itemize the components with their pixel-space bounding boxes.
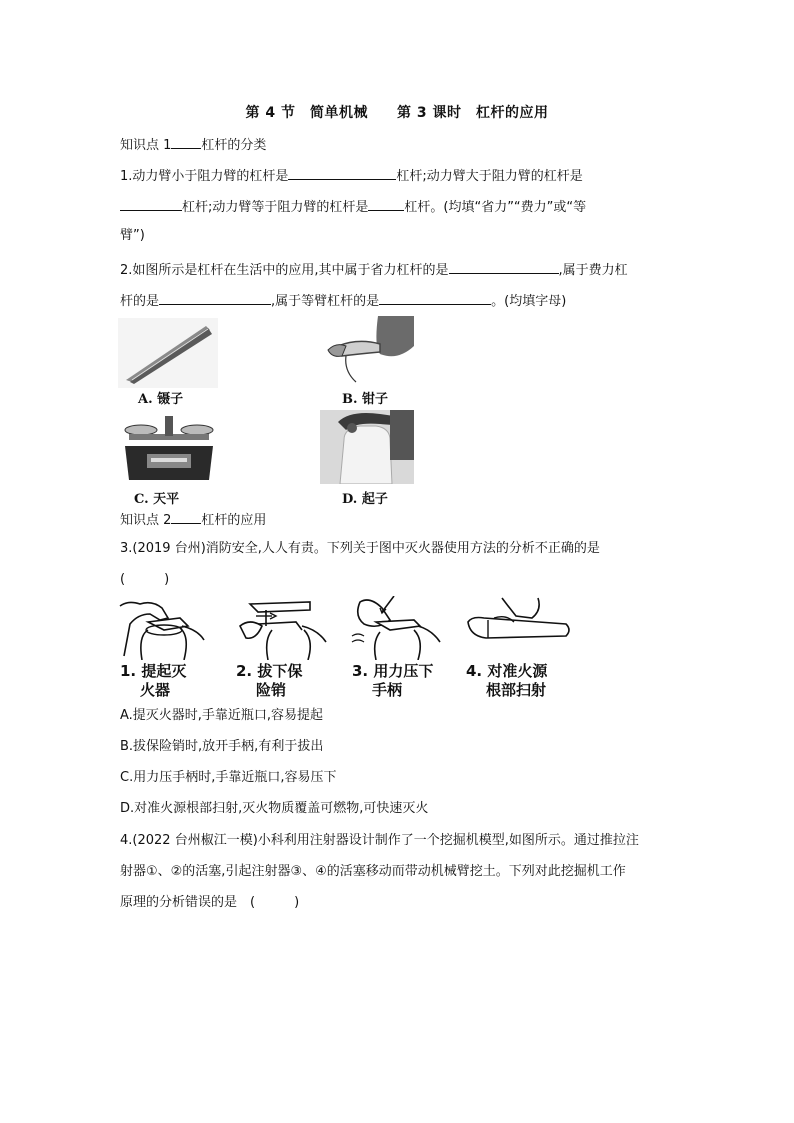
caption-line: 4. 对准火源: [466, 662, 548, 680]
caption-line: 2. 拔下保: [236, 662, 303, 680]
option-d[interactable]: D.对准火源根部扫射,灭火物质覆盖可燃物,可快速灭火: [120, 801, 429, 816]
question-1-line-2: [120, 197, 586, 216]
question-1-line-3: [120, 228, 145, 244]
question-text: 臂”): [120, 228, 145, 243]
figure-b-caption: B. 钳子: [342, 392, 389, 407]
extinguisher-step-2-image: [236, 596, 328, 660]
question-text: 杆的是: [120, 294, 160, 309]
question-2-line-2: [120, 291, 566, 310]
extinguisher-step-4-image: [466, 596, 572, 646]
bottle-opener-image: [320, 410, 414, 484]
answer-blank[interactable]: [449, 260, 559, 274]
answer-blank[interactable]: [288, 166, 396, 180]
figure-c-caption: C. 天平: [134, 492, 180, 507]
option-c[interactable]: C.用力压手柄时,手靠近瓶口,容易压下: [120, 770, 337, 785]
balance-scale-image: [121, 414, 217, 482]
answer-parentheses: ( ): [120, 572, 170, 587]
answer-blank[interactable]: [379, 291, 491, 305]
knowledge-point-label: 知识点 1: [120, 138, 172, 153]
extinguisher-step-1-image: [118, 596, 206, 660]
caption-line: 手柄: [372, 681, 403, 699]
answer-blank[interactable]: [368, 197, 404, 211]
question-3-stem: 3.(2019 台州)消防安全,人人有责。下列关于图中灭火器使用方法的分析不正确的是: [120, 541, 600, 556]
question-2-line-1: [120, 260, 628, 279]
question-text: 杠杆。(均填“省力”“费力”或“等: [404, 200, 587, 215]
caption-line: 3. 用力压下: [352, 662, 434, 680]
underline: [171, 135, 201, 149]
extinguisher-step-1-caption: [120, 662, 186, 700]
underline: [171, 510, 201, 524]
answer-blank[interactable]: [120, 197, 182, 211]
question-1-line-1: [120, 166, 583, 185]
extinguisher-step-4-caption: [466, 662, 547, 700]
tweezers-image: [118, 318, 218, 388]
question-text: 杠杆;动力臂大于阻力臂的杠杆是: [396, 169, 583, 184]
knowledge-point-2: [120, 510, 266, 529]
knowledge-point-label: 知识点 2: [120, 513, 172, 528]
question-4-line-3: 原理的分析错误的是 ( ): [120, 895, 300, 910]
answer-blank[interactable]: [159, 291, 271, 305]
caption-line: 1. 提起灭: [120, 662, 187, 680]
figure-d-caption: D. 起子: [342, 492, 388, 507]
page-title: 第 4 节 简单机械 第 3 课时 杠杆的应用: [245, 105, 549, 121]
question-text: 2.如图所示是杠杆在生活中的应用,其中属于省力杠杆的是: [120, 263, 449, 278]
question-text: 1.动力臂小于阻力臂的杠杆是: [120, 169, 289, 184]
question-text: 。(均填字母): [491, 294, 567, 309]
question-text: ,属于费力杠: [558, 263, 628, 278]
pliers-image: [318, 316, 414, 386]
knowledge-point-1: [120, 135, 266, 154]
knowledge-point-text: 杠杆的分类: [201, 138, 267, 153]
question-4-line-1: 4.(2022 台州椒江一模)小科利用注射器设计制作了一个挖掘机模型,如图所示。通过推拉注: [120, 833, 639, 848]
caption-line: 火器: [140, 681, 171, 699]
question-text: ,属于等臂杠杆的是: [271, 294, 380, 309]
extinguisher-step-2-caption: [236, 662, 302, 700]
extinguisher-step-3-caption: [352, 662, 433, 700]
option-b[interactable]: B.拔保险销时,放开手柄,有利于拔出: [120, 739, 324, 754]
knowledge-point-text: 杠杆的应用: [201, 513, 267, 528]
caption-line: 险销: [256, 681, 287, 699]
question-4-line-2: 射器①、②的活塞,引起注射器③、④的活塞移动而带动机械臂挖土。下列对此挖掘机工作: [120, 864, 626, 879]
question-text: 杠杆;动力臂等于阻力臂的杠杆是: [182, 200, 369, 215]
extinguisher-step-3-image: [350, 596, 442, 660]
figure-a-caption: A. 镊子: [138, 392, 184, 407]
caption-line: 根部扫射: [486, 681, 547, 699]
option-a[interactable]: A.提灭火器时,手靠近瓶口,容易提起: [120, 708, 324, 723]
